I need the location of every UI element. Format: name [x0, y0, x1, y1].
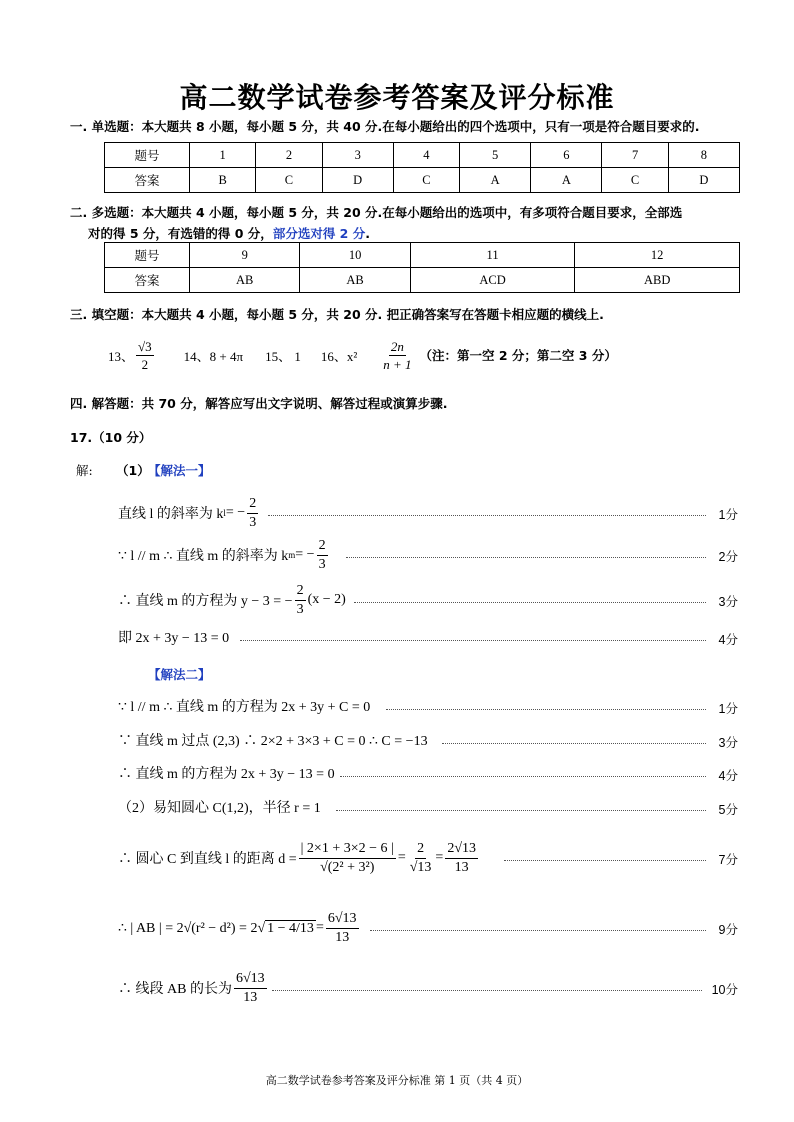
table-cell: A	[460, 168, 531, 193]
step-line-m-result	[118, 760, 335, 786]
denominator: √13	[409, 859, 432, 875]
step-text: ∴ 圆心 C 到直线 l 的距离 d =	[118, 852, 297, 867]
leader-dots	[272, 990, 702, 991]
leader-dots	[442, 743, 706, 744]
step-text: 直线 l 的斜率为 k	[118, 507, 224, 522]
single-choice-table	[104, 142, 740, 193]
leader-dots	[336, 810, 706, 811]
row-label-question: 题号	[105, 243, 190, 268]
question-17-title: 17.（10 分）	[70, 430, 152, 445]
leader-dots	[386, 709, 706, 710]
section2-heading-end: .	[365, 226, 370, 241]
step-text: ∴ | AB | = 2√(r² − d²) = 2	[118, 920, 258, 936]
step-tail: (x − 2)	[307, 592, 346, 607]
table-cell: 9	[190, 243, 300, 268]
score-points: 7分	[718, 853, 738, 867]
row-label-answer: 答案	[105, 268, 190, 293]
answer-16-denominator: n + 1	[383, 356, 412, 372]
numerator: 2	[415, 842, 426, 859]
step-standard-form	[118, 624, 229, 650]
table-cell: C	[602, 168, 668, 193]
page-footer: 高二数学试卷参考答案及评分标准 第 1 页（共 4 页）	[265, 1074, 529, 1087]
section2-heading-line1: 二. 多选题：本大题共 4 小题，每小题 5 分，共 20 分.在每小题给出的选项中，有多项符合题目要求，全部选	[70, 205, 683, 220]
answer-13-numerator: √3	[138, 338, 152, 354]
fraction	[445, 842, 478, 875]
step-equals: =	[315, 920, 324, 935]
step-solve-c	[118, 727, 428, 753]
table-cell: 5	[460, 143, 531, 168]
table-cell: ACD	[410, 268, 575, 293]
table-cell: 1	[190, 143, 256, 168]
step-line-m-equation	[118, 583, 346, 617]
answer-16-fraction	[381, 340, 413, 371]
section3-heading: 三. 填空题：本大题共 4 小题，每小题 5 分，共 20 分. 把正确答案写在答题卡相应题的横线上.	[70, 307, 604, 322]
score-points: 1分	[718, 508, 738, 522]
part-1-label: （1）	[116, 463, 150, 478]
subscript: l	[223, 508, 226, 518]
fraction	[408, 842, 434, 875]
method-1-label: 【解法一】	[148, 463, 211, 478]
denominator: 3	[318, 556, 326, 572]
score-points: 3分	[718, 595, 738, 609]
step-text: ∵ l // m ∴ 直线 m 的斜率为 k	[118, 549, 289, 564]
answer-13-label: 13、	[108, 348, 135, 364]
fraction	[234, 972, 267, 1005]
step-text: 即 2x + 3y − 13 = 0	[118, 631, 230, 646]
step-text: ∴ 直线 m 的方程为 y − 3 = −	[118, 594, 293, 609]
leader-dots	[504, 860, 706, 861]
table-cell: 6	[531, 143, 602, 168]
table-cell: 2	[256, 143, 322, 168]
step-slope-l	[118, 496, 260, 530]
denominator: 13	[243, 989, 258, 1005]
numerator: 6√13	[326, 912, 359, 929]
row-label-answer: 答案	[105, 168, 190, 193]
method-2-label: 【解法二】	[148, 667, 211, 682]
leader-dots	[354, 602, 706, 603]
table-cell: 4	[393, 143, 459, 168]
score-points: 2分	[718, 550, 738, 564]
step-circle-center	[118, 794, 321, 820]
answer-16-numerator: 2n	[390, 338, 404, 354]
table-row	[105, 243, 740, 268]
equals: =	[397, 850, 406, 865]
numerator: 6√13	[234, 972, 267, 989]
table-row	[105, 143, 740, 168]
sqrt	[257, 920, 315, 937]
table-cell: B	[190, 168, 256, 193]
multi-choice-table	[104, 242, 740, 293]
table-cell: A	[531, 168, 602, 193]
score-points: 10分	[711, 983, 738, 997]
denominator: 13	[335, 929, 350, 945]
table-cell: 10	[300, 243, 410, 268]
table-cell: 7	[602, 143, 668, 168]
denominator: 13	[454, 859, 469, 875]
table-row	[105, 268, 740, 293]
numerator: 2	[295, 584, 306, 601]
section1-heading: 一. 单选题：本大题共 8 小题，每小题 5 分，共 40 分.在每小题给出的四个选项中，只有一项是符合题目要求的.	[70, 119, 700, 134]
denominator: 3	[296, 601, 304, 617]
step-equals: = −	[225, 505, 246, 520]
equals: =	[435, 850, 444, 865]
solution-label: 解:	[76, 463, 93, 478]
leader-dots	[346, 557, 706, 558]
table-row	[105, 168, 740, 193]
section2-heading-text: 对的得 5 分，有选错的得 0 分，	[88, 226, 273, 241]
score-points: 4分	[718, 633, 738, 647]
leader-dots	[268, 515, 706, 516]
table-cell: 3	[322, 143, 393, 168]
answer-13-fraction	[136, 340, 154, 371]
step-final-length	[118, 966, 269, 1010]
answer-15: 15、 1	[265, 348, 301, 364]
answer-16-note: （注：第一空 2 分；第二空 3 分）	[419, 348, 617, 363]
step-equals: = −	[295, 547, 315, 562]
step-parallel-form	[118, 693, 370, 719]
page-title: 高二数学试卷参考答案及评分标准	[179, 81, 615, 114]
table-cell: 12	[575, 243, 740, 268]
score-points: 3分	[718, 736, 738, 750]
score-points: 5分	[718, 803, 738, 817]
table-cell: ABD	[575, 268, 740, 293]
fraction	[317, 539, 328, 572]
step-slope-m	[118, 538, 330, 572]
score-points: 1分	[718, 702, 738, 716]
row-label-question: 题号	[105, 143, 190, 168]
radicand: 1 − 4/13	[267, 920, 314, 936]
step-text: ∴ 直线 m 的方程为 2x + 3y − 13 = 0	[118, 767, 335, 782]
numerator: 2	[317, 539, 328, 556]
step-text: （2）易知圆心 C(1,2)，半径 r = 1	[118, 801, 321, 816]
step-distance	[118, 836, 480, 880]
score-points: 9分	[718, 923, 738, 937]
numerator: 2√13	[445, 842, 478, 859]
fill-in-answers	[108, 333, 617, 377]
section2-heading-line2	[88, 224, 370, 242]
denominator: √(2² + 3²)	[320, 859, 375, 875]
table-cell: AB	[190, 268, 300, 293]
table-cell: C	[256, 168, 322, 193]
subscript: m	[288, 550, 296, 560]
denominator: 3	[249, 514, 257, 530]
table-cell: C	[393, 168, 459, 193]
fraction	[247, 497, 258, 530]
answer-14: 14、8 + 4π	[183, 348, 244, 364]
step-text: ∵ l // m ∴ 直线 m 的方程为 2x + 3y + C = 0	[118, 700, 371, 715]
radical-sign: √	[257, 920, 266, 936]
table-cell: D	[322, 168, 393, 193]
table-cell: 11	[410, 243, 575, 268]
fraction	[299, 842, 396, 875]
answer-13-denominator: 2	[141, 356, 149, 372]
section2-partial-note: 部分选对得 2 分	[272, 226, 366, 241]
score-points: 4分	[718, 769, 738, 783]
numerator: 2	[247, 497, 258, 514]
leader-dots	[340, 776, 706, 777]
fraction	[326, 912, 359, 945]
fraction	[295, 584, 306, 617]
numerator: | 2×1 + 3×2 − 6 |	[299, 842, 396, 859]
step-chord-length	[118, 906, 361, 950]
section4-heading: 四. 解答题：共 70 分，解答应写出文字说明、解答过程或演算步骤.	[70, 396, 448, 411]
leader-dots	[370, 930, 706, 931]
step-text: ∴ 线段 AB 的长为	[118, 982, 232, 997]
table-cell: AB	[300, 268, 410, 293]
table-cell: D	[668, 168, 739, 193]
leader-dots	[240, 640, 706, 641]
answer-16-label: 16、x²	[320, 348, 358, 364]
table-cell: 8	[668, 143, 739, 168]
step-text: ∵ 直线 m 过点 (2,3) ∴ 2×2 + 3×3 + C = 0 ∴ C = −13	[118, 734, 428, 749]
